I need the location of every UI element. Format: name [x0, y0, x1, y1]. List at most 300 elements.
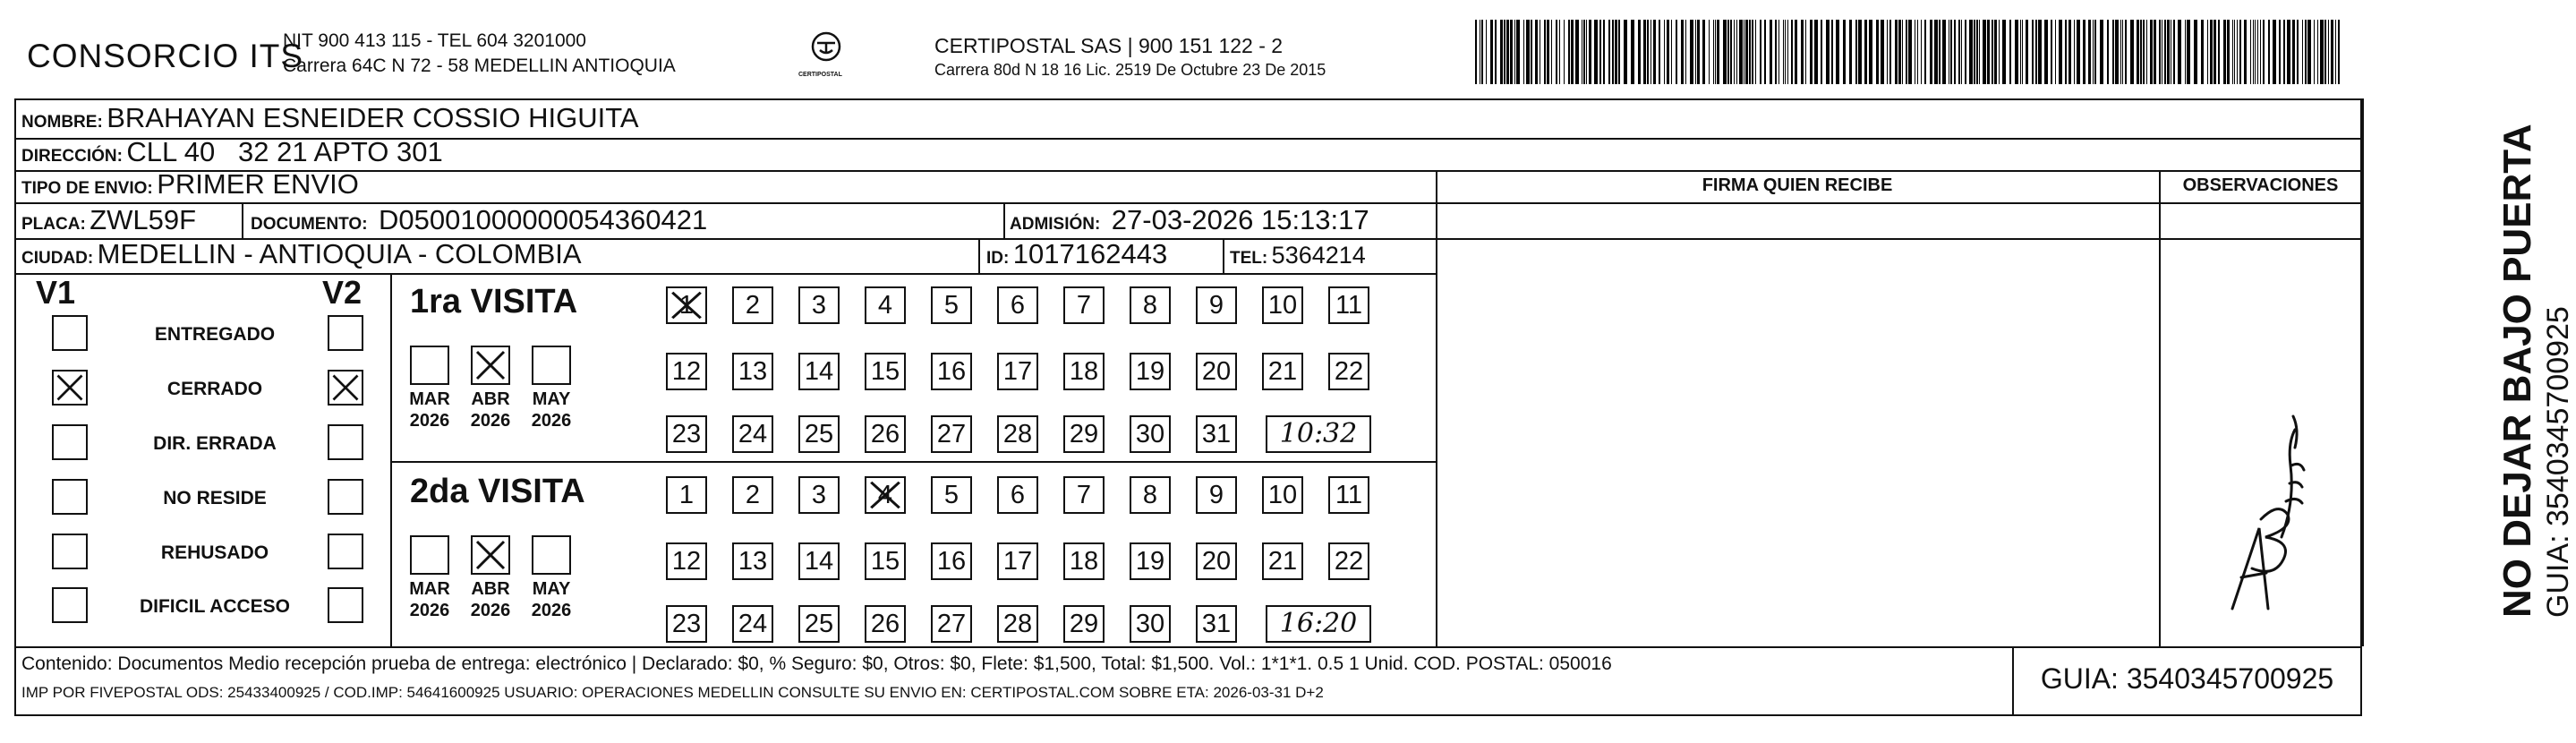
- barcode-bar: [1510, 20, 1513, 84]
- day-number: 15: [870, 357, 900, 386]
- v2-checkbox[interactable]: [328, 587, 363, 623]
- day-box[interactable]: [666, 542, 707, 580]
- barcode-bar: [1575, 20, 1579, 84]
- day-number: 6: [1010, 291, 1026, 320]
- barcode-bar: [1559, 20, 1560, 84]
- month-label: ABR: [471, 579, 510, 599]
- day-box[interactable]: [997, 542, 1038, 580]
- barcode-bar: [1504, 20, 1506, 84]
- day-number: 11: [1335, 481, 1363, 509]
- day-box[interactable]: [865, 542, 906, 580]
- barcode-bar: [1814, 20, 1818, 84]
- barcode-bar: [1778, 20, 1779, 84]
- v2-checkbox[interactable]: [328, 370, 363, 406]
- day-number: 9: [1208, 291, 1224, 320]
- day-box[interactable]: [1328, 286, 1369, 324]
- day-box[interactable]: [1196, 476, 1237, 514]
- barcode-bar: [1702, 20, 1705, 84]
- month-checkbox[interactable]: [410, 346, 449, 385]
- v2-checkbox[interactable]: [328, 424, 363, 460]
- barcode-bar: [1906, 20, 1907, 84]
- barcode-bar: [1950, 20, 1952, 84]
- direccion-value: CLL 40 32 21 APTO 301: [126, 136, 443, 167]
- day-box[interactable]: [1130, 542, 1171, 580]
- day-number: 14: [804, 547, 834, 576]
- barcode-bar: [1974, 20, 1975, 84]
- barcode-bar: [2059, 20, 2062, 84]
- barcode-bar: [1921, 20, 1922, 84]
- barcode-bar: [2338, 20, 2340, 84]
- v1-header: V1: [36, 274, 76, 311]
- day-box[interactable]: [798, 476, 840, 514]
- barcode-bar: [1727, 20, 1729, 84]
- admision-label: ADMISIÓN:: [1010, 215, 1101, 234]
- footer-imp: IMP POR FIVEPOSTAL ODS: 25433400925 / COD.IMP: 54641600925 USUARIO: OPERACIONES MEDELLIN CONSULTE SU ENVIO EN: CERTIPOSTAL.COM SOBRE ETA: 2026-03-31 D+2: [21, 684, 1324, 701]
- barcode-bar: [2232, 20, 2233, 84]
- day-box[interactable]: [1063, 353, 1105, 390]
- month-label: MAR: [409, 579, 450, 599]
- barcode-bar: [2257, 20, 2258, 84]
- carrier-name: CERTIPOSTAL SAS | 900 151 122 - 2: [934, 34, 1284, 57]
- barcode-bar: [1486, 20, 1487, 84]
- v1-checkbox[interactable]: [52, 587, 88, 623]
- placa-value: ZWL59F: [90, 204, 197, 235]
- year-label: 2026: [409, 601, 450, 620]
- day-box[interactable]: [997, 353, 1038, 390]
- barcode-bar: [1783, 20, 1784, 84]
- barcode-bar: [2335, 20, 2336, 84]
- barcode-bar: [2273, 20, 2276, 84]
- barcode-bar: [1849, 20, 1852, 84]
- barcode-bar: [1745, 20, 1748, 84]
- day-number: 15: [870, 547, 900, 576]
- barcode-bar: [2307, 20, 2311, 84]
- v2-checkbox[interactable]: [328, 479, 363, 515]
- v1-checkbox[interactable]: [52, 370, 88, 406]
- day-box[interactable]: [1196, 353, 1237, 390]
- barcode-bar: [1589, 20, 1591, 84]
- status-label: DIFICIL ACCESO: [139, 596, 290, 617]
- barcode-bar: [1917, 20, 1918, 84]
- barcode-bar: [2015, 20, 2018, 84]
- barcode-bar: [1979, 20, 1980, 84]
- month-label: MAY: [532, 389, 571, 409]
- barcode-bar: [1612, 20, 1614, 84]
- day-box[interactable]: [732, 605, 773, 643]
- admision-row: [1010, 204, 1369, 236]
- id-label: ID:: [986, 249, 1010, 268]
- barcode-bar: [1908, 20, 1912, 84]
- year-label: 2026: [531, 601, 572, 620]
- barcode-bar: [1785, 20, 1786, 84]
- day-box[interactable]: [1063, 476, 1105, 514]
- day-box[interactable]: [931, 605, 972, 643]
- barcode-bar: [2185, 20, 2186, 84]
- day-box[interactable]: [931, 415, 972, 453]
- barcode-bar: [1764, 20, 1766, 84]
- day-box[interactable]: [1196, 542, 1237, 580]
- day-box[interactable]: [997, 605, 1038, 643]
- day-box[interactable]: [798, 353, 840, 390]
- barcode-bar: [1568, 20, 1570, 84]
- day-box[interactable]: [997, 286, 1038, 324]
- barcode-bar: [1810, 20, 1813, 84]
- day-number: 18: [1069, 357, 1099, 386]
- barcode-bar: [1801, 20, 1804, 84]
- barcode-bar: [1736, 20, 1737, 84]
- day-number: 25: [804, 420, 834, 448]
- day-box[interactable]: [666, 353, 707, 390]
- documento-value: D05001000000054360421: [379, 204, 708, 235]
- barcode-bar: [1734, 20, 1735, 84]
- barcode-bar: [1681, 20, 1684, 84]
- day-number: 17: [1002, 357, 1033, 386]
- day-box[interactable]: [666, 605, 707, 643]
- barcode-bar: [1586, 20, 1587, 84]
- year-label: 2026: [470, 411, 511, 431]
- month-checkbox[interactable]: [471, 346, 510, 385]
- barcode-bar: [1760, 20, 1761, 84]
- company-name: CONSORCIO ITS: [27, 38, 304, 74]
- barcode-bar: [2032, 20, 2034, 84]
- barcode-bar: [1544, 20, 1546, 84]
- barcode-bar: [2074, 20, 2075, 84]
- v1-checkbox[interactable]: [52, 534, 88, 569]
- barcode-bar: [2122, 20, 2123, 84]
- barcode-bar: [2201, 20, 2204, 84]
- day-number: 6: [1010, 481, 1026, 509]
- status-label: REHUSADO: [160, 542, 269, 563]
- day-number: 21: [1267, 357, 1298, 386]
- barcode-bar: [2218, 20, 2220, 84]
- day-number: 16: [936, 547, 967, 576]
- month-checkbox[interactable]: [471, 535, 510, 575]
- year-label: 2026: [531, 411, 572, 431]
- barcode-bar: [2055, 20, 2056, 84]
- tipo-row: [21, 168, 359, 201]
- barcode-bar: [2223, 20, 2226, 84]
- day-box[interactable]: [1196, 415, 1237, 453]
- ciudad-label: CIUDAD:: [21, 249, 94, 268]
- barcode-bar: [1715, 20, 1716, 84]
- day-box[interactable]: [798, 415, 840, 453]
- barcode-bar: [1992, 20, 1993, 84]
- day-number: 1: [678, 291, 695, 320]
- barcode-bar: [2077, 20, 2080, 84]
- barcode-bar: [1983, 20, 1986, 84]
- barcode-bar: [1958, 20, 1960, 84]
- barcode-bar: [1643, 20, 1646, 84]
- day-number: 11: [1335, 291, 1363, 320]
- day-box[interactable]: [865, 476, 906, 514]
- day-box[interactable]: [1063, 542, 1105, 580]
- barcode-bar: [1739, 20, 1743, 84]
- barcode-bar: [1599, 20, 1601, 84]
- barcode-bar: [1858, 20, 1862, 84]
- barcode-bar: [2143, 20, 2145, 84]
- barcode-bar: [1749, 20, 1751, 84]
- day-number: 12: [671, 357, 702, 386]
- barcode-bar: [1618, 20, 1620, 84]
- barcode-bar: [2093, 20, 2094, 84]
- barcode-bar: [2068, 20, 2071, 84]
- day-number: 13: [738, 547, 768, 576]
- day-box[interactable]: [1130, 476, 1171, 514]
- barcode-bar: [1791, 20, 1793, 84]
- barcode-bar: [2263, 20, 2265, 84]
- day-number: 1: [678, 481, 695, 509]
- barcode-bar: [2088, 20, 2091, 84]
- barcode-bar: [1653, 20, 1656, 84]
- day-box[interactable]: [1130, 353, 1171, 390]
- id-value: 1017162443: [1012, 238, 1168, 269]
- day-box[interactable]: [1130, 415, 1171, 453]
- day-box[interactable]: [666, 286, 707, 324]
- barcode-bar: [2083, 20, 2086, 84]
- direccion-label: DIRECCIÓN:: [21, 147, 123, 166]
- barcode-bar: [2279, 20, 2281, 84]
- day-box[interactable]: [1262, 542, 1303, 580]
- barcode-bar: [2094, 20, 2096, 84]
- barcode-bar: [2194, 20, 2197, 84]
- v2-checkbox[interactable]: [328, 315, 363, 351]
- ciudad-value: MEDELLIN - ANTIOQUIA - COLOMBIA: [97, 238, 582, 269]
- barcode-bar: [1831, 20, 1833, 84]
- day-box[interactable]: [997, 415, 1038, 453]
- day-box[interactable]: [1262, 286, 1303, 324]
- barcode-bar: [2035, 20, 2037, 84]
- day-box[interactable]: [732, 542, 773, 580]
- barcode-bar: [2324, 20, 2326, 84]
- barcode-bar: [1608, 20, 1610, 84]
- barcode-bar: [1902, 20, 1903, 84]
- day-number: 31: [1201, 420, 1232, 448]
- barcode-bar: [2044, 20, 2048, 84]
- status-label: CERRADO: [166, 379, 263, 399]
- barcode-bar: [1594, 20, 1598, 84]
- barcode-bar: [1942, 20, 1946, 84]
- barcode-bar: [1495, 20, 1497, 84]
- day-box[interactable]: [1328, 353, 1369, 390]
- barcode-bar: [2234, 20, 2235, 84]
- company-nit: NIT 900 413 115 - TEL 604 3201000: [283, 30, 586, 51]
- day-number: 9: [1208, 481, 1224, 509]
- day-box[interactable]: [732, 353, 773, 390]
- day-box[interactable]: [1130, 605, 1171, 643]
- side-guia: GUIA: 3540345700925: [2541, 306, 2575, 618]
- day-box[interactable]: [865, 286, 906, 324]
- day-box[interactable]: [732, 476, 773, 514]
- barcode-bar: [1836, 20, 1839, 84]
- day-box[interactable]: [1063, 605, 1105, 643]
- tipo-value: PRIMER ENVIO: [157, 168, 359, 200]
- v1-checkbox[interactable]: [52, 315, 88, 351]
- barcode-bar: [1987, 20, 1990, 84]
- barcode-bar: [2239, 20, 2241, 84]
- barcode-bar: [1821, 20, 1822, 84]
- observaciones-header: OBSERVACIONES: [2182, 175, 2339, 195]
- barcode-bar: [2150, 20, 2153, 84]
- barcode-bar: [1695, 20, 1696, 84]
- barcode-bar: [1994, 20, 1997, 84]
- certipostal-logo-text: CERTIPOSTAL: [798, 72, 842, 78]
- day-number: 18: [1069, 547, 1099, 576]
- day-number: 28: [1002, 420, 1033, 448]
- barcode-bar: [1826, 20, 1830, 84]
- day-box[interactable]: [865, 353, 906, 390]
- barcode-bar: [2268, 20, 2270, 84]
- barcode-bar: [1876, 20, 1879, 84]
- barcode-bar: [2026, 20, 2028, 84]
- day-number: 26: [870, 420, 900, 448]
- barcode-bar: [1999, 20, 2000, 84]
- barcode-bar: [1516, 20, 1520, 84]
- day-box[interactable]: [865, 415, 906, 453]
- handwritten-signature: [2196, 394, 2322, 618]
- month-checkbox[interactable]: [532, 535, 571, 575]
- day-box[interactable]: [732, 415, 773, 453]
- barcode-bar: [1934, 20, 1938, 84]
- day-box[interactable]: [798, 286, 840, 324]
- barcode-bar: [2002, 20, 2006, 84]
- barcode-bar: [1855, 20, 1857, 84]
- time-box[interactable]: 10:32: [1266, 415, 1371, 453]
- day-box[interactable]: [1196, 605, 1237, 643]
- day-box[interactable]: [1262, 476, 1303, 514]
- day-box[interactable]: [931, 286, 972, 324]
- barcode-bar: [1506, 20, 1509, 84]
- barcode-bar: [2022, 20, 2023, 84]
- barcode-bar: [2292, 20, 2295, 84]
- month-label: MAR: [409, 389, 450, 409]
- barcode-bar: [2250, 20, 2251, 84]
- day-box[interactable]: [732, 286, 773, 324]
- day-number: 20: [1201, 357, 1232, 386]
- day-number: 31: [1201, 610, 1232, 638]
- barcode-bar: [1638, 20, 1641, 84]
- carrier-sub: Carrera 80d N 18 16 Lic. 2519 De Octubre 23 De 2015: [934, 61, 1326, 79]
- day-number: 10: [1267, 481, 1298, 509]
- day-number: 19: [1135, 547, 1165, 576]
- barcode-bar: [2255, 20, 2256, 84]
- day-box[interactable]: [798, 605, 840, 643]
- barcode-bar: [2125, 20, 2127, 84]
- barcode-bar: [1713, 20, 1714, 84]
- barcode-bar: [1864, 20, 1867, 84]
- day-number: 8: [1142, 481, 1158, 509]
- documento-label: DOCUMENTO:: [251, 215, 368, 234]
- month-checkbox[interactable]: [532, 346, 571, 385]
- day-box[interactable]: [666, 415, 707, 453]
- day-box[interactable]: [1063, 286, 1105, 324]
- barcode-bar: [2065, 20, 2067, 84]
- day-box[interactable]: [1130, 286, 1171, 324]
- barcode-bar: [1564, 20, 1565, 84]
- day-box[interactable]: [931, 542, 972, 580]
- barcode-bar: [2167, 20, 2170, 84]
- barcode-bar: [1647, 20, 1649, 84]
- v2-checkbox[interactable]: [328, 534, 363, 569]
- barcode-bar: [2140, 20, 2142, 84]
- barcode-bar: [2314, 20, 2315, 84]
- day-number: 5: [943, 291, 960, 320]
- day-number: 24: [738, 610, 768, 638]
- barcode-bar: [1752, 20, 1753, 84]
- day-box[interactable]: [1262, 353, 1303, 390]
- barcode-bar: [2227, 20, 2230, 84]
- barcode-bar: [2302, 20, 2303, 84]
- barcode-bar: [1615, 20, 1617, 84]
- barcode-bar: [2244, 20, 2247, 84]
- day-box[interactable]: [865, 605, 906, 643]
- barcode-bar: [1869, 20, 1872, 84]
- barcode-bar: [2107, 20, 2109, 84]
- barcode-bar: [2173, 20, 2175, 84]
- day-box[interactable]: [798, 542, 840, 580]
- barcode: [1475, 20, 2343, 84]
- day-number: 2: [745, 291, 761, 320]
- day-box[interactable]: [1328, 476, 1369, 514]
- day-box[interactable]: [666, 476, 707, 514]
- company-address: Carrera 64C N 72 - 58 MEDELLIN ANTIOQUIA: [283, 56, 676, 76]
- year-label: 2026: [409, 411, 450, 431]
- day-number: 2: [745, 481, 761, 509]
- tel-value: 5364214: [1271, 242, 1366, 269]
- barcode-bar: [1895, 20, 1898, 84]
- barcode-bar: [2283, 20, 2285, 84]
- nombre-label: NOMBRE:: [21, 113, 103, 132]
- barcode-bar: [1697, 20, 1700, 84]
- v1-checkbox[interactable]: [52, 424, 88, 460]
- day-number: 30: [1135, 420, 1165, 448]
- barcode-bar: [1583, 20, 1585, 84]
- barcode-bar: [1690, 20, 1693, 84]
- day-box[interactable]: [997, 476, 1038, 514]
- barcode-bar: [2115, 20, 2119, 84]
- barcode-bar: [1603, 20, 1605, 84]
- v1-checkbox[interactable]: [52, 479, 88, 515]
- status-label: ENTREGADO: [154, 324, 276, 345]
- barcode-bar: [2317, 20, 2318, 84]
- tel-row: [1230, 242, 1366, 269]
- day-box[interactable]: [1063, 415, 1105, 453]
- day-number: 5: [943, 481, 960, 509]
- year-label: 2026: [470, 601, 511, 620]
- day-box[interactable]: [1196, 286, 1237, 324]
- v2-header: V2: [322, 274, 363, 311]
- day-number: 17: [1002, 547, 1033, 576]
- status-label: DIR. ERRADA: [153, 433, 277, 454]
- month-checkbox[interactable]: [410, 535, 449, 575]
- day-number: 24: [738, 420, 768, 448]
- tipo-label: TIPO DE ENVIO:: [21, 179, 153, 198]
- day-box[interactable]: [931, 476, 972, 514]
- time-box[interactable]: 16:20: [1266, 605, 1371, 643]
- day-number: 3: [811, 291, 827, 320]
- barcode-bar: [1571, 20, 1574, 84]
- placa-row: [21, 204, 196, 236]
- barcode-bar: [2120, 20, 2121, 84]
- barcode-bar: [1490, 20, 1493, 84]
- barcode-bar: [1730, 20, 1732, 84]
- barcode-bar: [1887, 20, 1888, 84]
- day-box[interactable]: [1328, 542, 1369, 580]
- day-box[interactable]: [931, 353, 972, 390]
- day-number: 4: [877, 481, 893, 509]
- barcode-bar: [2207, 20, 2208, 84]
- barcode-bar: [1659, 20, 1660, 84]
- day-number: 23: [671, 610, 702, 638]
